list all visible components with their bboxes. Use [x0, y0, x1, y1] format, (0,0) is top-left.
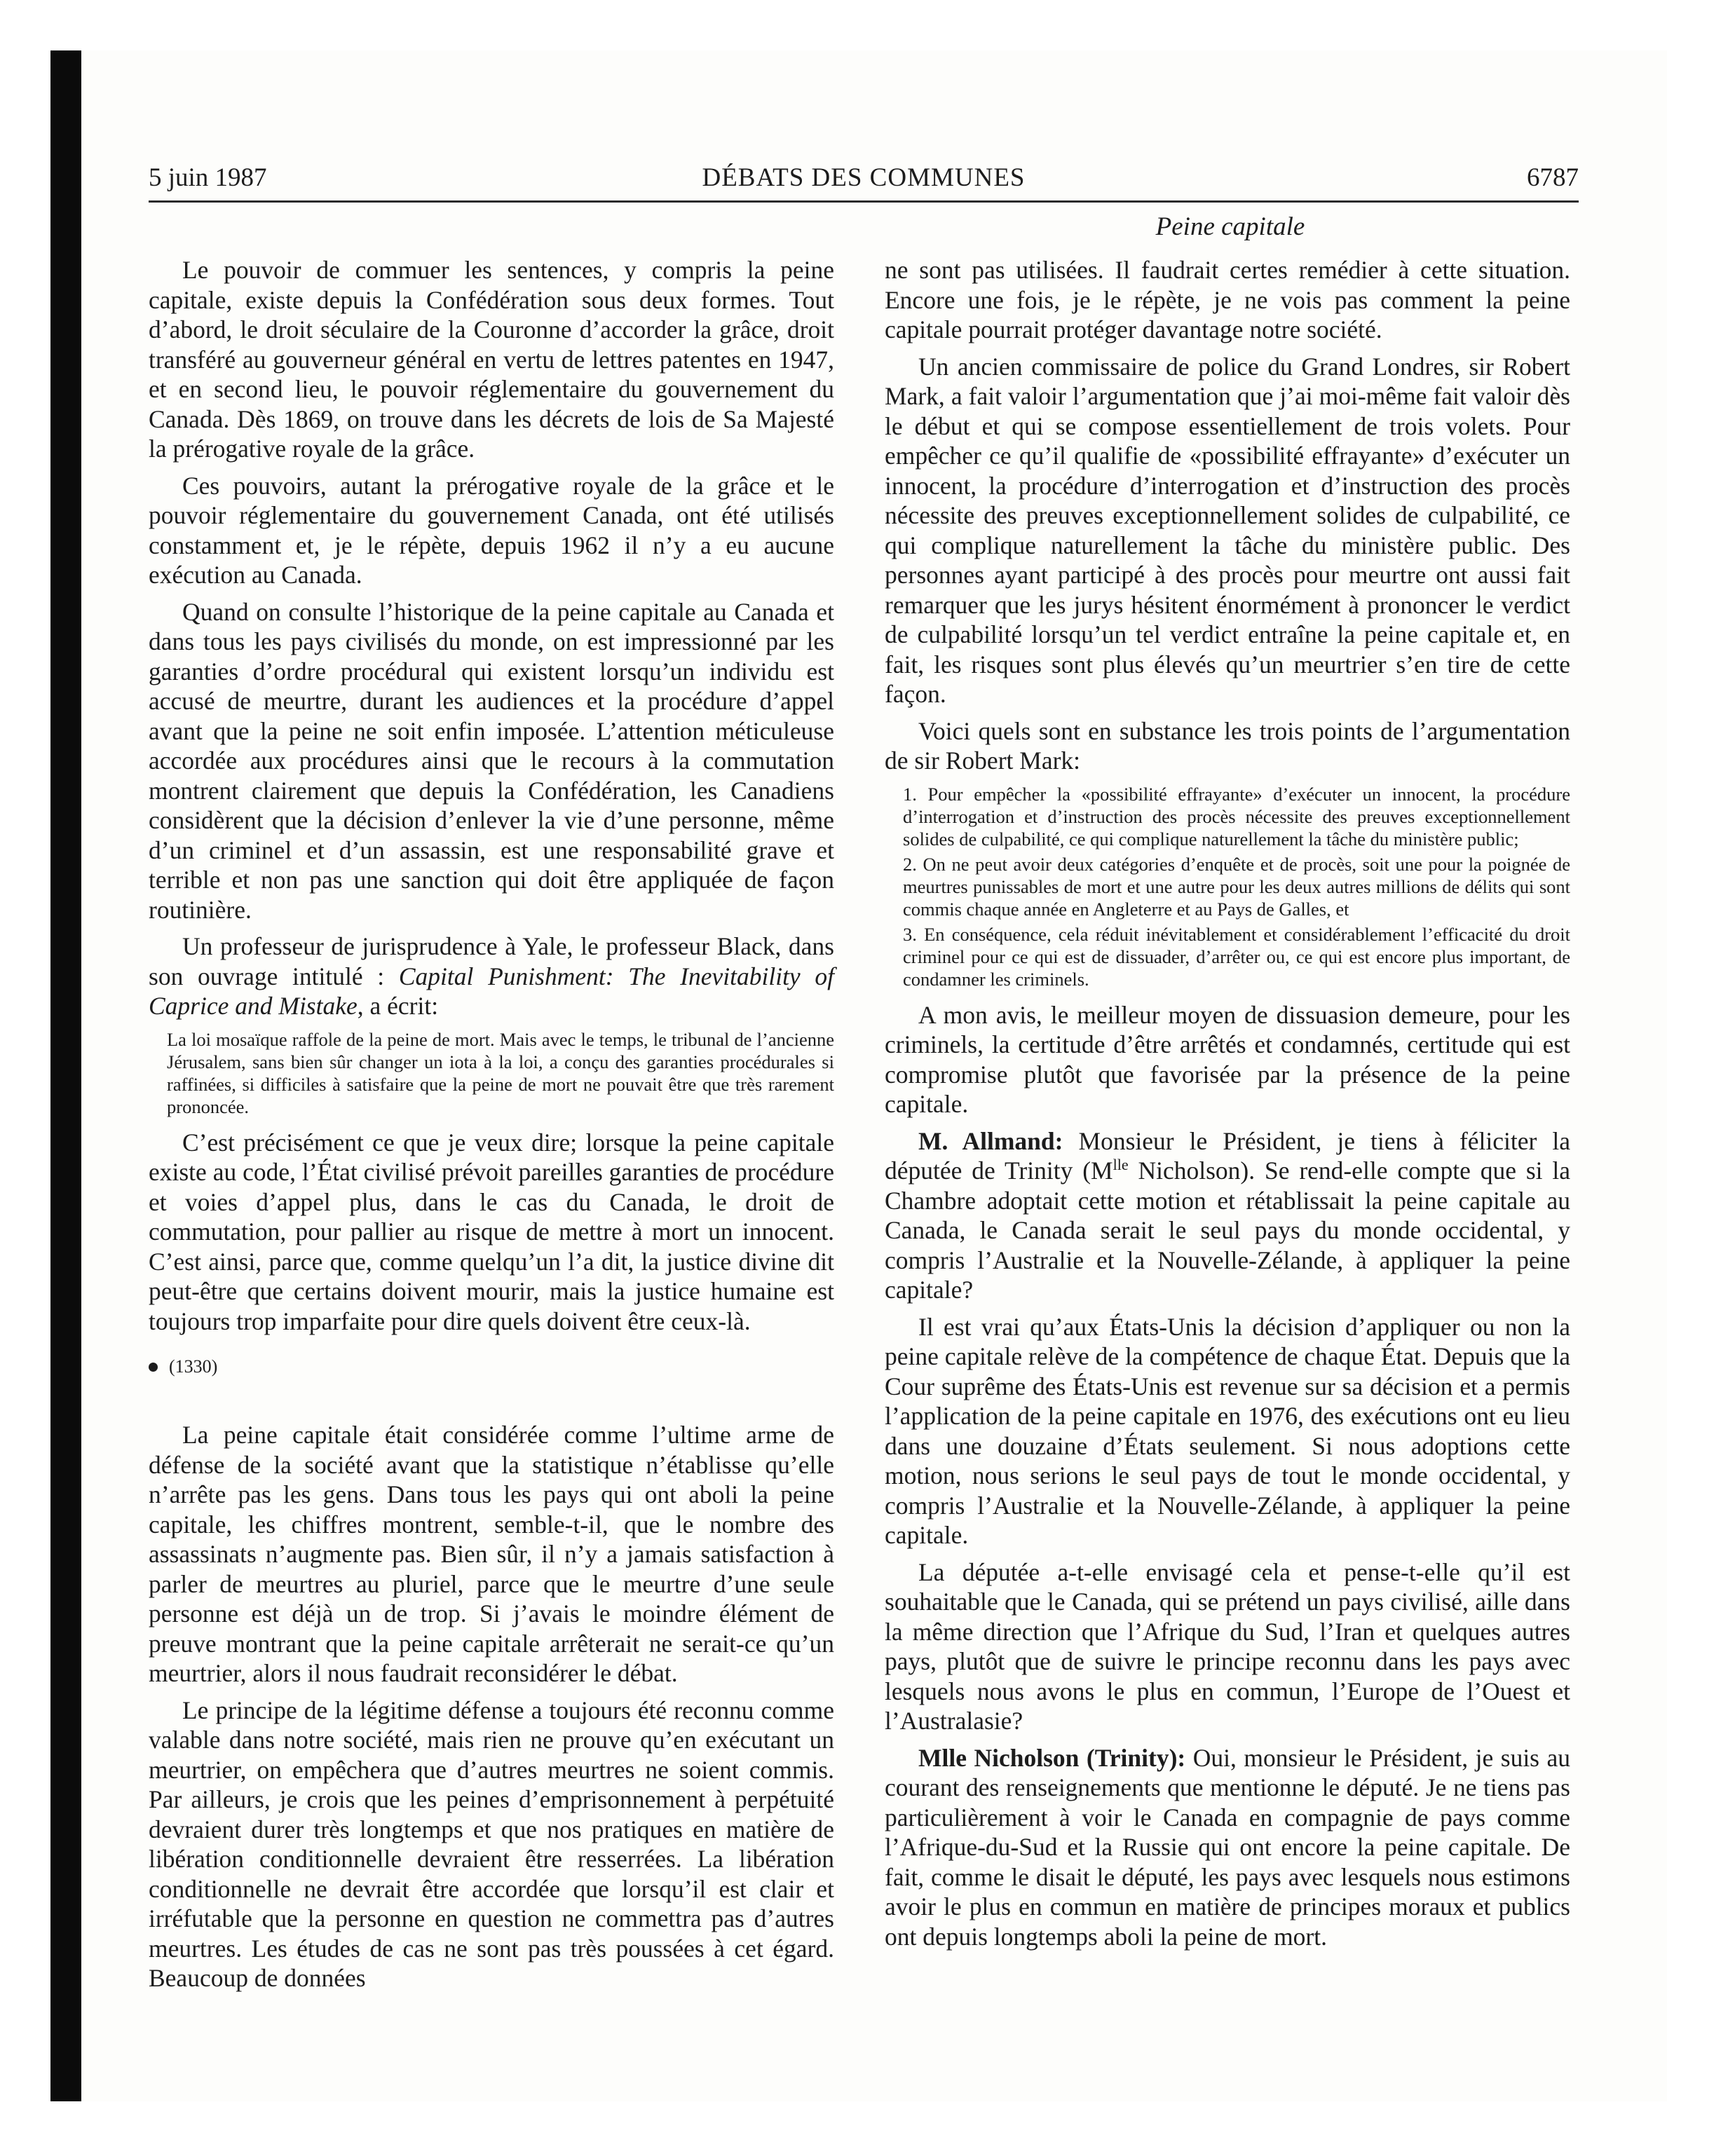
right-column [885, 255, 1570, 1958]
paragraph: ne sont pas utilisées. Il faudrait certes remédier à cette situation. Encore une fois, je le répète, je ne vois pas comment la peine capitale pourrait protéger davantage notre société. [885, 256, 1570, 343]
speaker-name: Mlle Nicholson (Trinity): [918, 1743, 1186, 1772]
paragraph: Le principe de la légitime défense a toujours été reconnu comme valable dans notre société, mais rien ne prouve qu’en exécutant un meurtrier, on empêchera que d’autres meurtres ne soient commis. Par ailleurs, je crois que les peines d’emprisonnement à perpétuité devraient durer très longtemps et que nos pratiques en matière de libération conditionnelle devraient être resserrées. La libération conditionnelle ne devrait être accordée que lorsqu’il est clair et irréfutable que la personne en question ne commettra pas d’autres meurtres. Les études de cas ne sont pas très poussées à cet égard. Beaucoup de données [149, 1696, 834, 1992]
paragraph-text: Oui, monsieur le Président, je suis au courant des renseignements que mentionne le député. Je ne tiens pas particulièrement à voir le Canada en compagnie de pays comme l’Afrique-du-Sud et la Russie qui ont encore la peine capitale. De fait, comme le disait le député, les pays avec lesquels nous estimons avoir le plus en commun en matière de principes moraux et publics ont depuis longtemps aboli la peine de mort. [885, 1743, 1571, 1951]
list-item: 3. En conséquence, cela réduit inévitablement et considérablement l’efficacité du droit criminel pour ce qui est de dissuader, d’arrêter ou, ce qui est encore plus important, de condamner les criminels. [903, 923, 1570, 990]
paragraph-text: Monsieur le Président, je tiens à féliciter la députée de Trinity (M [885, 1126, 1570, 1185]
paragraph: A mon avis, le meilleur moyen de dissuasion demeure, pour les criminels, la certitude d’être arrêtés et condamnés, certitude qui est compromise plutôt que favorisée par la présence de la peine capitale. [885, 1000, 1570, 1118]
paragraph [149, 932, 834, 1021]
list-item: 1. Pour empêcher la «possibilité effrayante» d’exécuter un innocent, la procédure d’interrogation et d’instruction des procès nécessite des preuves exceptionnellement solides de culpabilité, ce qui complique naturellement la tâche du ministère public; [903, 783, 1570, 850]
page-header [149, 163, 1579, 203]
paragraph: Il est vrai qu’aux États-Unis la décision d’appliquer ou non la peine capitale relève de la compétence de chaque État. Depuis que la Cour suprême des États-Unis est revenue sur sa décision et a permis l’application de la peine capitale en 1976, des exécutions ont eu lieu dans une douzaine d’États seulement. Si nous adoptions cette motion, nous serions le seul pays de tout le monde occidental, y compris l’Australie et la Nouvelle-Zélande, à appliquer la peine capitale. [885, 1312, 1570, 1549]
left-column [149, 255, 834, 2000]
numbered-list [903, 783, 1570, 990]
paragraph-text: , a écrit: [357, 992, 439, 1020]
paragraph [885, 1126, 1570, 1305]
superscript: lle [1113, 1156, 1129, 1174]
bullet-icon [149, 1363, 158, 1372]
paragraph: La peine capitale était considérée comme l’ultime arme de défense de la société avant que la statistique n’établisse qu’elle n’arrête pas les gens. Dans tous les pays qui ont aboli la peine capitale, les chiffres montrent, semble-t-il, que le nombre des assassinats n’augmente pas. Bien sûr, il n’y a jamais satisfaction à parler de meurtres au pluriel, parce que le meurtre d’une seule personne est déjà un de trop. Si j’avais le moindre élément de preuve montrant que la peine capitale arrêterait ne serait-ce qu’un meurtrier, alors il nous faudrait reconsidérer le débat. [149, 1421, 834, 1687]
time-marker [149, 1356, 834, 1378]
paragraph-text: Un professeur de jurisprudence à Yale, le professeur Black, dans son ouvrage intitulé : [149, 932, 834, 990]
list-item: 2. On ne peut avoir deux catégories d’enquête et de procès, soit une pour la poignée de meurtres punissables de mort et une autre pour les deux autres millions de délits qui sont commis chaque année en Angleterre et au Pays de Galles, et [903, 853, 1570, 920]
quote-text: La loi mosaïque raffole de la peine de mort. Mais avec le temps, le tribunal de l’ancienne Jérusalem, sans bien sûr changer un iota à la loi, a conçu des garanties procédurales si raffinées, si difficiles à satisfaire que la peine de mort ne pouvait être que très rarement prononcée. [167, 1028, 834, 1117]
paragraph [885, 1743, 1570, 1952]
subject-heading: Peine capitale [1155, 212, 1305, 241]
paragraph: Le pouvoir de commuer les sentences, y compris la peine capitale, existe depuis la Confédération sous deux formes. Tout d’abord, le droit séculaire de la Couronne d’accorder la grâce, droit transféré au gouverneur général en vertu de lettres patentes en 1947, et en second lieu, le pouvoir réglementaire du gouvernement du Canada. Dès 1869, on trouve dans les décrets de lois de Sa Majesté la prérogative royale de la grâce. [149, 256, 834, 463]
paragraph: Ces pouvoirs, autant la prérogative royale de la grâce et le pouvoir réglementaire du gouvernement Canada, ont été utilisés constamment et, je le répète, depuis 1962 il n’y a eu aucune exécution au Canada. [149, 471, 834, 589]
paragraph: Un ancien commissaire de police du Grand Londres, sir Robert Mark, a fait valoir l’argumentation que j’ai moi-même fait valoir dès le début et qui se compose essentiellement de trois volets. Pour empêcher ce qu’il qualifie de «possibilité effrayante» d’exécuter un innocent, la procédure d’interrogation et d’instruction des procès nécessite des preuves exceptionnellement solides de culpabilité, ce qui complique naturellement la tâche du ministère public. Des personnes ayant participé à des procès pour meurtre ont aussi fait remarquer que les jurys hésitent énormément à prononcer le verdict de culpabilité lorsqu’un tel verdict entraîne la peine capitale et, en fait, les risques sont plus élevés qu’un meurtrier s’en tire de cette façon. [885, 352, 1570, 708]
paragraph: Voici quels sont en substance les trois points de l’argumentation de sir Robert Mark: [885, 716, 1570, 775]
header-date: 5 juin 1987 [149, 163, 267, 192]
paragraph-text: Nicholson). Se rend-elle compte que si la Chambre adoptait cette motion et rétablissait la peine capitale au Canada, le Canada serait le seul pays du monde occidental, y compris l’Australie et la Nouvelle-Zélande, à appliquer la peine capitale? [885, 1157, 1570, 1304]
paragraph: Quand on consulte l’historique de la peine capitale au Canada et dans tous les pays civilisés du monde, on est impressionné par les garanties d’ordre procédural qui existent lorsqu’un individu est accusé de meurtre, durant les audiences et la procédure d’appel avant que la peine ne soit enfin imposée. L’attention méticuleuse accordée aux procédures ainsi que le recours à la commutation montrent clairement que depuis la Confédération, les Canadiens considèrent que la décision d’enlever la vie d’une personne, même d’un criminel et d’un assassin, est une responsabilité grave et terrible et non pas une sanction qui doit être appliquée de façon routinière. [149, 597, 834, 924]
paragraph: La députée a-t-elle envisagé cela et pense-t-elle qu’il est souhaitable que le Canada, qui se prétend un pays civilisé, aille dans la même direction que l’Afrique du Sud, l’Iran et quelques autres pays, plutôt que de suivre le principe reconnu dans les pays avec lesquels nous avons le plus en commun, l’Europe de l’Ouest et l’Australasie? [885, 1557, 1570, 1735]
time-text: (1330) [169, 1356, 218, 1377]
speaker-name: M. Allmand: [918, 1126, 1063, 1155]
block-quote [167, 1028, 834, 1118]
header-title: DÉBATS DES COMMUNES [702, 163, 1026, 192]
paragraph: C’est précisément ce que je veux dire; lorsque la peine capitale existe au code, l’État civilisé prévoit pareilles garanties de procédure et voies d’appel plus, dans le cas du Canada, le droit de commutation, pour pallier au risque de mettre à mort un innocent. C’est ainsi, parce que, comme quelqu’un l’a dit, la justice divine dit peut-être que certains doivent mourir, mais la justice humaine est toujours trop imparfaite pour dire quels doivent être ceux-là. [149, 1128, 834, 1335]
page-number: 6787 [1527, 163, 1579, 192]
book-title: Capital Punishment: The Inevitability of Caprice and Mistake [149, 962, 834, 1020]
scan-edge [50, 50, 81, 2101]
